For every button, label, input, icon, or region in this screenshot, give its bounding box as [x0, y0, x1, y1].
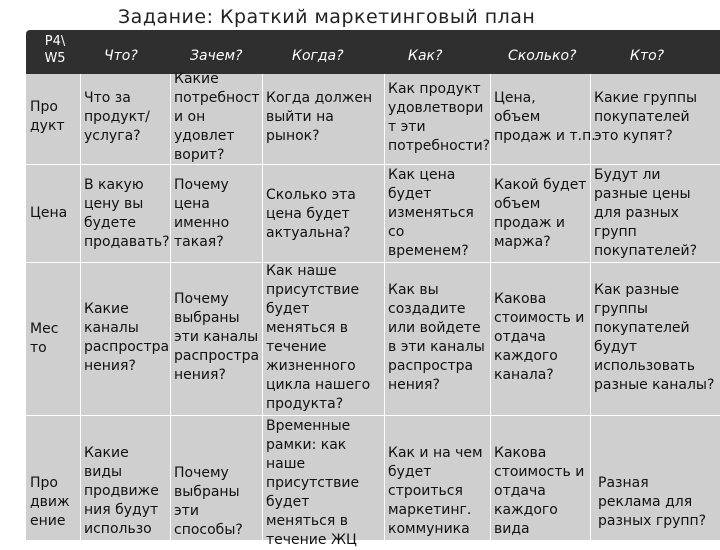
cell-price-why: Почему цена именно такая? — [174, 177, 230, 250]
col-divider — [170, 74, 171, 540]
col-header-how-much: Сколько? — [508, 48, 577, 64]
col-header-who: Кто? — [630, 48, 665, 64]
row-label-promotion: Про движ ение — [30, 475, 70, 529]
row-divider — [26, 262, 720, 263]
cell-place-what: Какие каналы распростра нения? — [84, 301, 170, 374]
row-label-product: Про дукт — [30, 99, 65, 134]
cell-price-what: В какую цену вы будете продавать? — [84, 177, 170, 250]
row-label-place: Мес то — [30, 321, 59, 356]
cell-place-when: Как наше присутствие будет меняться в течение жизненного цикла нашего продукта? — [266, 263, 371, 412]
page-title: Задание: Краткий маркетинговый план — [118, 6, 536, 28]
cell-price-when: Сколько эта цена будет актуальна? — [266, 187, 356, 241]
col-divider — [262, 74, 263, 540]
cell-place-who: Как разные группы покупателей будут использовать разные каналы? — [594, 282, 715, 393]
row-divider — [26, 415, 720, 416]
col-divider — [80, 74, 81, 540]
cell-price-how: Как цена будет изменяться со временем? — [388, 167, 474, 259]
cell-promotion-how: Как и на чем будет строиться маркетинг. коммуника — [388, 445, 483, 537]
col-header-how: Как? — [408, 48, 443, 64]
row-divider — [26, 164, 720, 165]
cell-product-how: Как продукт удовлетвори т эти потребности? — [388, 81, 491, 154]
col-header-when: Когда? — [292, 48, 344, 64]
cell-promotion-when: Временные рамки: как наше присутствие будет меняться в течение ЖЦ — [266, 418, 360, 548]
cell-promotion-why: Почему выбраны эти способы? — [174, 465, 243, 538]
cell-product-why: Какие потребност и он удовлет ворит? — [174, 71, 260, 163]
col-divider — [490, 74, 491, 540]
corner-label: P4\ W5 — [44, 34, 66, 66]
row-label-price: Цена — [30, 205, 68, 221]
col-divider — [384, 74, 385, 540]
cell-place-why: Почему выбраны эти каналы распростра нения? — [174, 291, 260, 383]
col-header-why: Зачем? — [190, 48, 243, 64]
col-header-what: Что? — [104, 48, 138, 64]
cell-place-how: Как вы создадите или войдете в эти каналы распростра нения? — [388, 282, 485, 393]
cell-product-what: Что за продукт/ услуга? — [84, 90, 150, 144]
cell-product-who: Какие группы покупателей это купят? — [594, 90, 698, 144]
cell-promotion-what: Какие виды продвиже ния будут использо — [84, 445, 159, 537]
cell-product-how-much: Цена, объем продаж и т.п. — [494, 90, 596, 144]
cell-price-how-much: Какой будет объем продаж и маржа? — [494, 177, 587, 250]
cell-place-how-much: Какова стоимость и отдача каждого канала? — [494, 291, 585, 383]
cell-product-when: Когда должен выйти на рынок? — [266, 90, 373, 144]
cell-price-who: Будут ли разные цены для разных групп покупателей? — [594, 167, 698, 259]
cell-promotion-how-much: Какова стоимость и отдача каждого вида — [494, 445, 585, 537]
cell-promotion-who: Разная реклама для разных групп? — [598, 475, 707, 529]
